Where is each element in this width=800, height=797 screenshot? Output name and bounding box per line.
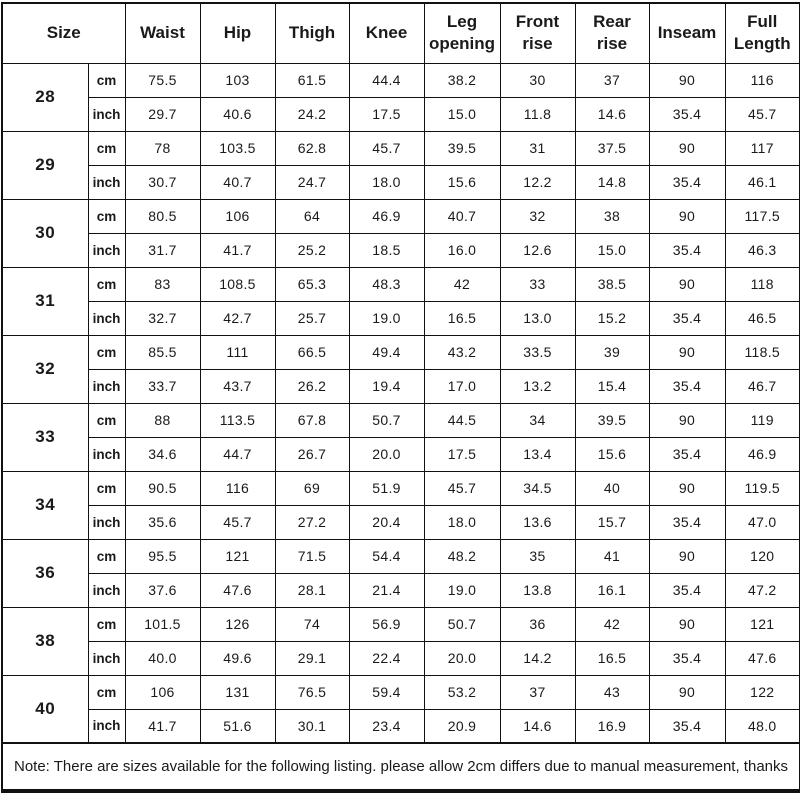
measurement-value: 34 bbox=[500, 403, 575, 437]
measurement-value: 41.7 bbox=[200, 233, 275, 267]
measurement-value: 47.6 bbox=[200, 573, 275, 607]
measurement-value: 78 bbox=[125, 131, 200, 165]
size-34-cm-row bbox=[2, 471, 800, 505]
measurement-value: 90 bbox=[649, 131, 725, 165]
measurement-value: 65.3 bbox=[275, 267, 349, 301]
measurement-value: 80.5 bbox=[125, 199, 200, 233]
measurement-value: 41 bbox=[575, 539, 649, 573]
measurement-value: 33 bbox=[500, 267, 575, 301]
measurement-value: 14.6 bbox=[500, 709, 575, 743]
measurement-value: 40 bbox=[575, 471, 649, 505]
measurement-value: 131 bbox=[200, 675, 275, 709]
measurement-value: 37 bbox=[575, 63, 649, 97]
measurement-value: 34.5 bbox=[500, 471, 575, 505]
measurement-value: 95.5 bbox=[125, 539, 200, 573]
size-label: 29 bbox=[2, 131, 88, 199]
measurement-value: 45.7 bbox=[349, 131, 424, 165]
measurement-value: 122 bbox=[725, 675, 800, 709]
measurement-value: 11.8 bbox=[500, 97, 575, 131]
size-33-cm-row bbox=[2, 403, 800, 437]
column-header-thigh: Thigh bbox=[275, 3, 349, 63]
measurement-value: 35.4 bbox=[649, 437, 725, 471]
measurement-value: 62.8 bbox=[275, 131, 349, 165]
measurement-value: 30.7 bbox=[125, 165, 200, 199]
column-header-leg-opening: Leg opening bbox=[424, 3, 500, 63]
measurement-value: 27.2 bbox=[275, 505, 349, 539]
unit-label: inch bbox=[88, 573, 125, 607]
size-label: 40 bbox=[2, 675, 88, 743]
measurement-value: 119 bbox=[725, 403, 800, 437]
measurement-value: 39.5 bbox=[424, 131, 500, 165]
measurement-value: 38.5 bbox=[575, 267, 649, 301]
measurement-value: 90 bbox=[649, 403, 725, 437]
measurement-value: 37.6 bbox=[125, 573, 200, 607]
measurement-value: 15.6 bbox=[424, 165, 500, 199]
measurement-value: 35.4 bbox=[649, 165, 725, 199]
size-32-cm-row bbox=[2, 335, 800, 369]
unit-label: inch bbox=[88, 97, 125, 131]
measurement-value: 35.6 bbox=[125, 505, 200, 539]
unit-label: inch bbox=[88, 641, 125, 675]
measurement-value: 48.3 bbox=[349, 267, 424, 301]
measurement-value: 117 bbox=[725, 131, 800, 165]
measurement-value: 30.1 bbox=[275, 709, 349, 743]
size-28-cm-row bbox=[2, 63, 800, 97]
measurement-value: 116 bbox=[725, 63, 800, 97]
unit-label: inch bbox=[88, 709, 125, 743]
size-38-cm-row bbox=[2, 607, 800, 641]
measurement-value: 126 bbox=[200, 607, 275, 641]
measurement-value: 37 bbox=[500, 675, 575, 709]
measurement-value: 59.4 bbox=[349, 675, 424, 709]
measurement-value: 44.5 bbox=[424, 403, 500, 437]
measurement-value: 106 bbox=[200, 199, 275, 233]
measurement-value: 118.5 bbox=[725, 335, 800, 369]
measurement-value: 19.4 bbox=[349, 369, 424, 403]
measurement-value: 83 bbox=[125, 267, 200, 301]
size-label: 33 bbox=[2, 403, 88, 471]
measurement-value: 85.5 bbox=[125, 335, 200, 369]
unit-label: cm bbox=[88, 607, 125, 641]
measurement-value: 35.4 bbox=[649, 369, 725, 403]
measurement-value: 28.1 bbox=[275, 573, 349, 607]
column-header-full-length: Full Length bbox=[725, 3, 800, 63]
size-36-cm-row bbox=[2, 539, 800, 573]
measurement-value: 35 bbox=[500, 539, 575, 573]
measurement-value: 90 bbox=[649, 199, 725, 233]
measurement-value: 113.5 bbox=[200, 403, 275, 437]
measurement-value: 20.4 bbox=[349, 505, 424, 539]
measurement-value: 90 bbox=[649, 335, 725, 369]
size-label: 36 bbox=[2, 539, 88, 607]
measurement-value: 47.6 bbox=[725, 641, 800, 675]
measurement-value: 33.5 bbox=[500, 335, 575, 369]
measurement-value: 35.4 bbox=[649, 573, 725, 607]
measurement-value: 40.7 bbox=[424, 199, 500, 233]
measurement-value: 31 bbox=[500, 131, 575, 165]
measurement-value: 42.7 bbox=[200, 301, 275, 335]
unit-label: cm bbox=[88, 539, 125, 573]
measurement-value: 33.7 bbox=[125, 369, 200, 403]
measurement-value: 53.2 bbox=[424, 675, 500, 709]
measurement-value: 21.4 bbox=[349, 573, 424, 607]
note-text: Note: There are sizes available for the following listing. please allow 2cm differs due to manual measurement, thanks bbox=[2, 743, 800, 791]
unit-label: cm bbox=[88, 471, 125, 505]
measurement-value: 101.5 bbox=[125, 607, 200, 641]
measurement-value: 17.5 bbox=[424, 437, 500, 471]
size-label: 34 bbox=[2, 471, 88, 539]
unit-label: cm bbox=[88, 335, 125, 369]
table-footer bbox=[2, 743, 800, 791]
measurement-value: 45.7 bbox=[424, 471, 500, 505]
column-header-waist: Waist bbox=[125, 3, 200, 63]
measurement-value: 46.1 bbox=[725, 165, 800, 199]
measurement-value: 15.7 bbox=[575, 505, 649, 539]
measurement-value: 117.5 bbox=[725, 199, 800, 233]
size-30-inch-row bbox=[2, 233, 800, 267]
size-40-cm-row bbox=[2, 675, 800, 709]
measurement-value: 39 bbox=[575, 335, 649, 369]
size-31-inch-row bbox=[2, 301, 800, 335]
unit-label: cm bbox=[88, 267, 125, 301]
measurement-value: 38.2 bbox=[424, 63, 500, 97]
measurement-value: 35.4 bbox=[649, 505, 725, 539]
measurement-value: 25.7 bbox=[275, 301, 349, 335]
measurement-value: 106 bbox=[125, 675, 200, 709]
table-body bbox=[2, 63, 800, 743]
unit-label: cm bbox=[88, 63, 125, 97]
unit-label: inch bbox=[88, 165, 125, 199]
measurement-value: 19.0 bbox=[349, 301, 424, 335]
measurement-value: 45.7 bbox=[200, 505, 275, 539]
measurement-value: 48.0 bbox=[725, 709, 800, 743]
size-label: 38 bbox=[2, 607, 88, 675]
unit-label: inch bbox=[88, 369, 125, 403]
measurement-value: 42 bbox=[575, 607, 649, 641]
measurement-value: 13.8 bbox=[500, 573, 575, 607]
measurement-value: 35.4 bbox=[649, 301, 725, 335]
measurement-value: 29.7 bbox=[125, 97, 200, 131]
measurement-value: 32 bbox=[500, 199, 575, 233]
measurement-value: 18.5 bbox=[349, 233, 424, 267]
measurement-value: 49.4 bbox=[349, 335, 424, 369]
measurement-value: 46.3 bbox=[725, 233, 800, 267]
size-28-inch-row bbox=[2, 97, 800, 131]
measurement-value: 12.2 bbox=[500, 165, 575, 199]
measurement-value: 74 bbox=[275, 607, 349, 641]
header-row bbox=[2, 3, 800, 63]
measurement-value: 34.6 bbox=[125, 437, 200, 471]
measurement-value: 42 bbox=[424, 267, 500, 301]
measurement-value: 14.8 bbox=[575, 165, 649, 199]
measurement-value: 43 bbox=[575, 675, 649, 709]
measurement-value: 18.0 bbox=[424, 505, 500, 539]
measurement-value: 45.7 bbox=[725, 97, 800, 131]
measurement-value: 43.2 bbox=[424, 335, 500, 369]
measurement-value: 108.5 bbox=[200, 267, 275, 301]
measurement-value: 15.0 bbox=[424, 97, 500, 131]
size-label: 30 bbox=[2, 199, 88, 267]
unit-label: inch bbox=[88, 505, 125, 539]
measurement-value: 40.6 bbox=[200, 97, 275, 131]
measurement-value: 13.0 bbox=[500, 301, 575, 335]
measurement-value: 15.0 bbox=[575, 233, 649, 267]
measurement-value: 31.7 bbox=[125, 233, 200, 267]
measurement-value: 44.4 bbox=[349, 63, 424, 97]
measurement-value: 64 bbox=[275, 199, 349, 233]
size-38-inch-row bbox=[2, 641, 800, 675]
size-29-cm-row bbox=[2, 131, 800, 165]
measurement-value: 25.2 bbox=[275, 233, 349, 267]
measurement-value: 40.0 bbox=[125, 641, 200, 675]
measurement-value: 16.0 bbox=[424, 233, 500, 267]
size-36-inch-row bbox=[2, 573, 800, 607]
measurement-value: 66.5 bbox=[275, 335, 349, 369]
measurement-value: 121 bbox=[725, 607, 800, 641]
size-33-inch-row bbox=[2, 437, 800, 471]
size-32-inch-row bbox=[2, 369, 800, 403]
measurement-value: 71.5 bbox=[275, 539, 349, 573]
measurement-value: 49.6 bbox=[200, 641, 275, 675]
measurement-value: 88 bbox=[125, 403, 200, 437]
measurement-value: 24.2 bbox=[275, 97, 349, 131]
measurement-value: 15.4 bbox=[575, 369, 649, 403]
note-row bbox=[2, 743, 800, 791]
size-label: 28 bbox=[2, 63, 88, 131]
measurement-value: 69 bbox=[275, 471, 349, 505]
measurement-value: 67.8 bbox=[275, 403, 349, 437]
measurement-value: 90 bbox=[649, 267, 725, 301]
measurement-value: 15.6 bbox=[575, 437, 649, 471]
measurement-value: 20.9 bbox=[424, 709, 500, 743]
measurement-value: 26.7 bbox=[275, 437, 349, 471]
table-header bbox=[2, 3, 800, 63]
measurement-value: 19.0 bbox=[424, 573, 500, 607]
measurement-value: 51.6 bbox=[200, 709, 275, 743]
measurement-value: 35.4 bbox=[649, 641, 725, 675]
measurement-value: 16.5 bbox=[575, 641, 649, 675]
unit-label: cm bbox=[88, 199, 125, 233]
measurement-value: 15.2 bbox=[575, 301, 649, 335]
measurement-value: 29.1 bbox=[275, 641, 349, 675]
measurement-value: 18.0 bbox=[349, 165, 424, 199]
measurement-value: 35.4 bbox=[649, 709, 725, 743]
measurement-value: 119.5 bbox=[725, 471, 800, 505]
measurement-value: 17.5 bbox=[349, 97, 424, 131]
measurement-value: 48.2 bbox=[424, 539, 500, 573]
measurement-value: 26.2 bbox=[275, 369, 349, 403]
measurement-value: 47.2 bbox=[725, 573, 800, 607]
size-chart-table bbox=[1, 2, 800, 793]
size-34-inch-row bbox=[2, 505, 800, 539]
measurement-value: 46.9 bbox=[725, 437, 800, 471]
unit-label: cm bbox=[88, 675, 125, 709]
size-label: 31 bbox=[2, 267, 88, 335]
size-label: 32 bbox=[2, 335, 88, 403]
size-31-cm-row bbox=[2, 267, 800, 301]
measurement-value: 47.0 bbox=[725, 505, 800, 539]
measurement-value: 17.0 bbox=[424, 369, 500, 403]
measurement-value: 41.7 bbox=[125, 709, 200, 743]
measurement-value: 20.0 bbox=[349, 437, 424, 471]
measurement-value: 22.4 bbox=[349, 641, 424, 675]
measurement-value: 54.4 bbox=[349, 539, 424, 573]
measurement-value: 12.6 bbox=[500, 233, 575, 267]
measurement-value: 40.7 bbox=[200, 165, 275, 199]
column-header-inseam: Inseam bbox=[649, 3, 725, 63]
measurement-value: 103 bbox=[200, 63, 275, 97]
measurement-value: 43.7 bbox=[200, 369, 275, 403]
measurement-value: 32.7 bbox=[125, 301, 200, 335]
measurement-value: 35.4 bbox=[649, 97, 725, 131]
measurement-value: 16.1 bbox=[575, 573, 649, 607]
size-30-cm-row bbox=[2, 199, 800, 233]
measurement-value: 103.5 bbox=[200, 131, 275, 165]
measurement-value: 56.9 bbox=[349, 607, 424, 641]
measurement-value: 75.5 bbox=[125, 63, 200, 97]
measurement-value: 46.9 bbox=[349, 199, 424, 233]
column-header-knee: Knee bbox=[349, 3, 424, 63]
measurement-value: 50.7 bbox=[424, 607, 500, 641]
column-header-rear-rise: Rear rise bbox=[575, 3, 649, 63]
measurement-value: 90.5 bbox=[125, 471, 200, 505]
measurement-value: 90 bbox=[649, 607, 725, 641]
measurement-value: 24.7 bbox=[275, 165, 349, 199]
measurement-value: 50.7 bbox=[349, 403, 424, 437]
measurement-value: 120 bbox=[725, 539, 800, 573]
column-header-hip: Hip bbox=[200, 3, 275, 63]
column-header-front-rise: Front rise bbox=[500, 3, 575, 63]
measurement-value: 13.6 bbox=[500, 505, 575, 539]
measurement-value: 116 bbox=[200, 471, 275, 505]
measurement-value: 46.7 bbox=[725, 369, 800, 403]
measurement-value: 14.2 bbox=[500, 641, 575, 675]
measurement-value: 20.0 bbox=[424, 641, 500, 675]
size-29-inch-row bbox=[2, 165, 800, 199]
measurement-value: 23.4 bbox=[349, 709, 424, 743]
measurement-value: 13.4 bbox=[500, 437, 575, 471]
measurement-value: 111 bbox=[200, 335, 275, 369]
measurement-value: 16.5 bbox=[424, 301, 500, 335]
column-header-size: Size bbox=[2, 3, 125, 63]
measurement-value: 39.5 bbox=[575, 403, 649, 437]
measurement-value: 14.6 bbox=[575, 97, 649, 131]
measurement-value: 46.5 bbox=[725, 301, 800, 335]
measurement-value: 121 bbox=[200, 539, 275, 573]
measurement-value: 90 bbox=[649, 63, 725, 97]
unit-label: cm bbox=[88, 403, 125, 437]
measurement-value: 90 bbox=[649, 471, 725, 505]
measurement-value: 90 bbox=[649, 675, 725, 709]
measurement-value: 36 bbox=[500, 607, 575, 641]
measurement-value: 37.5 bbox=[575, 131, 649, 165]
measurement-value: 61.5 bbox=[275, 63, 349, 97]
measurement-value: 13.2 bbox=[500, 369, 575, 403]
measurement-value: 44.7 bbox=[200, 437, 275, 471]
unit-label: inch bbox=[88, 437, 125, 471]
measurement-value: 35.4 bbox=[649, 233, 725, 267]
measurement-value: 118 bbox=[725, 267, 800, 301]
size-40-inch-row bbox=[2, 709, 800, 743]
unit-label: cm bbox=[88, 131, 125, 165]
unit-label: inch bbox=[88, 301, 125, 335]
measurement-value: 16.9 bbox=[575, 709, 649, 743]
measurement-value: 90 bbox=[649, 539, 725, 573]
measurement-value: 76.5 bbox=[275, 675, 349, 709]
unit-label: inch bbox=[88, 233, 125, 267]
measurement-value: 38 bbox=[575, 199, 649, 233]
measurement-value: 30 bbox=[500, 63, 575, 97]
measurement-value: 51.9 bbox=[349, 471, 424, 505]
